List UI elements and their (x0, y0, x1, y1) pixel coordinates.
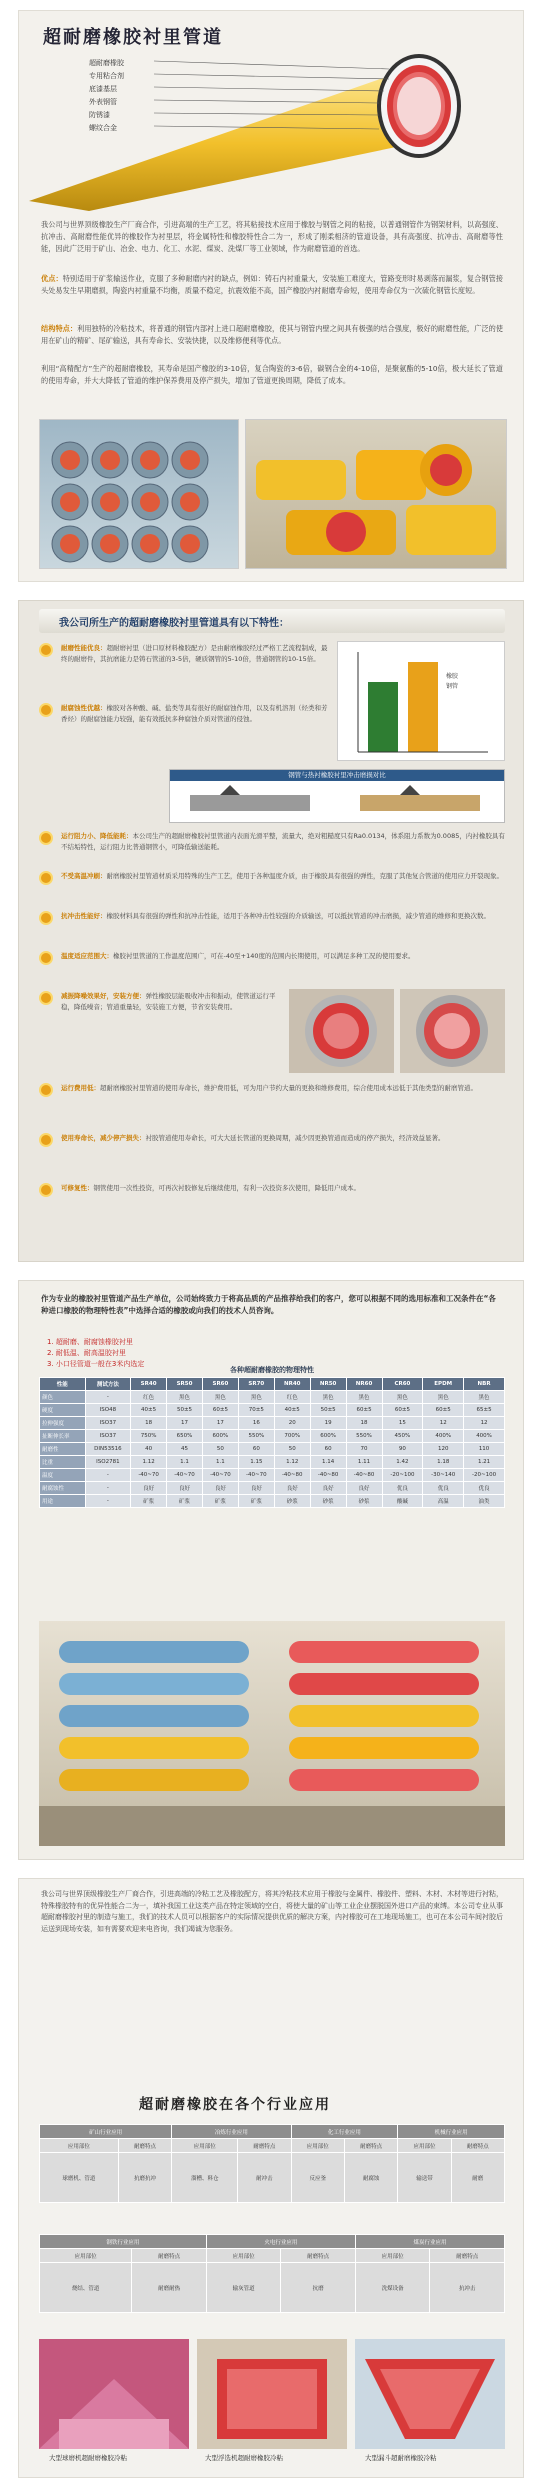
spec-cell: -40~70 (167, 1469, 203, 1482)
industry-header: 化工行业应用 (291, 2125, 398, 2139)
sub-header: 耐磨特点 (451, 2139, 504, 2153)
spec-cell: 优良 (382, 1482, 423, 1495)
spec-table-row (40, 1430, 505, 1443)
spec-cell: 矿浆 (202, 1495, 238, 1508)
spec-cell: -40~70 (238, 1469, 274, 1482)
spec-cell: - (85, 1391, 131, 1404)
advantage-heading: 优点： (41, 274, 63, 283)
spec-cell: 优良 (423, 1482, 464, 1495)
spec-cell: 良好 (131, 1482, 167, 1495)
selection-note: 3. 小口径管道一般在3米内选定 (47, 1360, 145, 1368)
spec-table-row (40, 1391, 505, 1404)
app-cell: 耐腐蚀 (344, 2153, 397, 2203)
spec-cell: 良好 (238, 1482, 274, 1495)
legend-item: 橡胶 (446, 673, 459, 680)
app-cell: 反应釜 (291, 2153, 344, 2203)
feature-badge-icon (39, 1183, 53, 1197)
spec-cell: 优良 (464, 1482, 505, 1495)
spec-cell: 酸碱 (382, 1495, 423, 1508)
spec-col-header: 性能 (40, 1378, 86, 1391)
spec-cell: 60 (238, 1443, 274, 1456)
spec-cell: 40±5 (274, 1404, 310, 1417)
spec-cell: 60±5 (202, 1404, 238, 1417)
advantage-text: 特别适用于矿浆输送作业，克服了多种耐磨内衬的缺点，例如：铸石内衬重量大，安装施工难度大，管路变形时易剥落而漏浆，复合钢管接头处易发生早期磨损，陶瓷内衬重量不均衡，质量不稳定，抗震效能不高，国产橡胶内衬耐磨寿命短，使用寿命仅为一次硫化钢管长度短。 (41, 274, 503, 295)
app-table-head-row (40, 2235, 505, 2249)
spec-row-label: 耐磨性 (40, 1443, 86, 1456)
feature-badge-icon (39, 991, 53, 1005)
selection-note: 1. 超耐磨、耐腐蚀橡胶衬里 (47, 1338, 133, 1346)
feature-heading: 可修复性： (61, 1184, 94, 1192)
pipe-rack-photo (39, 1621, 505, 1846)
flotation-machine-photo (197, 2339, 347, 2449)
spec-cell: 110 (464, 1443, 505, 1456)
spec-cell: 600% (310, 1430, 346, 1443)
spec-cell: 黑色 (423, 1391, 464, 1404)
feature-body: 钢管使用一次性投资，可再次衬胶修复后继续使用，有利一次投资多次使用，降低用户成本。 (93, 1184, 360, 1192)
ball-mill-photo (39, 2339, 189, 2449)
sub-header: 耐磨特点 (118, 2139, 171, 2153)
spec-cell: 15 (382, 1417, 423, 1430)
photo-caption: 大型浮选机超耐磨橡胶冷粘 (205, 2454, 283, 2462)
spec-cell: 红色 (274, 1391, 310, 1404)
sub-header: 应用部位 (355, 2249, 430, 2263)
spec-cell: 黑色 (238, 1391, 274, 1404)
spec-cell: 45 (167, 1443, 203, 1456)
app-cell: 输送带 (398, 2153, 451, 2203)
industry-header: 冶炼行业应用 (172, 2125, 291, 2139)
application-photos (39, 2339, 505, 2449)
sub-header: 耐磨特点 (344, 2139, 397, 2153)
spec-col-header: SR40 (131, 1378, 167, 1391)
spec-col-header: NR60 (346, 1378, 382, 1391)
spec-row-label: 耐腐蚀性 (40, 1482, 86, 1495)
feature-item (39, 643, 329, 699)
spec-cell: 良好 (346, 1482, 382, 1495)
feature-body: 橡胶对各种酸、碱、盐类等具有很好的耐腐蚀作用，以及有机溶剂（烃类和芳香烃）的耐腐蚀能力较强，能有效抵抗多种腐蚀介质对管道的侵蚀。 (61, 704, 328, 723)
spec-cell: 40 (131, 1443, 167, 1456)
spec-cell: 50±5 (310, 1404, 346, 1417)
structure-paragraph (41, 323, 503, 347)
feature-body: 橡胶材料具有很强的弹性和抗冲击性能，适用于各种冲击性较强的介质输送，可以抵抗管道的冲击磨损，减少管道的维修和更换次数。 (106, 912, 490, 920)
features-heading: 我公司所生产的超耐磨橡胶衬里管道具有以下特性： (59, 618, 289, 629)
funnel-photo (355, 2339, 505, 2449)
feature-badge-icon (39, 831, 53, 845)
feature-badge-icon (39, 643, 53, 657)
impact-comparison-panel (169, 769, 505, 823)
spec-table-row (40, 1495, 505, 1508)
sub-header: 应用部位 (172, 2139, 238, 2153)
lifespan-paragraph: 利用“高精配方”生产的超耐磨橡胶，其寿命是国产橡胶的3-10倍，复合陶瓷的3-6倍，碳钢合金的4-10倍，是聚氨酯的5-10倍，极大延长了管道的使用寿命，并大大降低了管道的维护保养费用及停产损失，增加了管道更换周期，降低了成本。 (41, 364, 503, 385)
industry-header: 机械行业应用 (398, 2125, 505, 2139)
impact-panel-title: 钢管与热衬橡胶衬里冲击磨损对比 (170, 770, 504, 781)
spec-cell: 19 (310, 1417, 346, 1430)
application-intro: 我公司与世界顶级橡胶生产厂商合作，引进高端的冷粘工艺及橡胶配方，将其冷粘技术应用于橡胶与金属件、橡胶件、塑料、木材、木材等进行衬粘，特殊橡胶特有的优异性能合二为一，填补我国工业这类产品在特定领域的空白，将使大量的矿山等工业企业摆脱国外进口产品的束缚。本公司专业从事超耐磨橡胶衬里的制造与施工，我们的技术人员可以根据客户的实际情况提供优质的解决方案，内衬橡胶可在工地现场施工，也可在本公司车间衬胶后运送到现场安装，如有需要欢迎来电咨询，我们竭诚为您服务。 (41, 1890, 503, 1933)
spec-cell: - (85, 1469, 131, 1482)
feature-body: 橡胶衬里管道的工作温度范围广，可在-40至+140度的范围内长期使用，可以满足多种工况的使用要求。 (113, 952, 415, 960)
spec-cell: 矿浆 (238, 1495, 274, 1508)
wear-comparison-chart (337, 641, 505, 761)
spec-cell: 50 (202, 1443, 238, 1456)
spec-cell: 良好 (202, 1482, 238, 1495)
spec-cell: 550% (346, 1430, 382, 1443)
feature-heading: 耐腐蚀性优越： (61, 704, 107, 712)
app-cell: 烧结、管道 (40, 2263, 132, 2313)
spec-cell: 黑色 (346, 1391, 382, 1404)
app-cell: 洗煤设备 (355, 2263, 430, 2313)
page-4-applications (18, 1878, 524, 2478)
sub-header: 应用部位 (40, 2249, 132, 2263)
feature-heading: 使用寿命长，减少停产损失： (61, 1134, 146, 1142)
sub-header: 耐磨特点 (238, 2139, 291, 2153)
spec-cell: 65±5 (464, 1404, 505, 1417)
spec-table-row (40, 1417, 505, 1430)
spec-cell: 12 (464, 1417, 505, 1430)
feature-item (39, 911, 505, 945)
industry-header: 矿山行业应用 (40, 2125, 172, 2139)
sub-header: 应用部位 (398, 2139, 451, 2153)
feature-badge-icon (39, 1133, 53, 1147)
legend-item: 钢管 (446, 683, 459, 690)
spec-cell: 砂浆 (310, 1495, 346, 1508)
sub-header: 应用部位 (206, 2249, 281, 2263)
spec-cell: 油类 (464, 1495, 505, 1508)
spec-cell: 良好 (274, 1482, 310, 1495)
feature-body: 弹性橡胶层能吸收冲击和振动，使管道运行平稳，降低噪音；管道重量轻，安装施工方便，节省安装费用。 (61, 992, 276, 1011)
spec-cell: 黑色 (310, 1391, 346, 1404)
product-photos (39, 419, 507, 569)
spec-cell: 70±5 (238, 1404, 274, 1417)
feature-text (61, 1083, 505, 1094)
spec-cell: 1.11 (346, 1456, 382, 1469)
spec-cell: 60±5 (382, 1404, 423, 1417)
spec-table-row (40, 1456, 505, 1469)
feature-text (61, 703, 329, 725)
layer-label: 防锈漆 (89, 111, 110, 119)
feature-body: 超耐磨橡胶衬里管道的使用寿命长，维护费用低，可为用户节约大量的更换和维修费用，综合使用成本远低于其他类型的耐磨管道。 (100, 1084, 477, 1092)
spec-row-label: 比重 (40, 1456, 86, 1469)
spec-cell: 黑色 (167, 1391, 203, 1404)
spec-cell: - (85, 1495, 131, 1508)
feature-text (61, 991, 279, 1013)
feature-body: 衬胶管道使用寿命长，可大大延长管道的更换周期，减少因更换管道而造成的停产损失，经济效益显著。 (145, 1134, 445, 1142)
pipe-rack-graphic (39, 1621, 505, 1846)
layer-label: 专用粘合剂 (89, 72, 124, 80)
spec-cell: 砂浆 (346, 1495, 382, 1508)
spec-cell: ISO37 (85, 1417, 131, 1430)
app-cell: 耐冲击 (238, 2153, 291, 2203)
feature-heading: 运行阻力小、降低能耗： (61, 832, 133, 840)
page-title: 超耐磨橡胶衬里管道 (43, 27, 223, 48)
sub-header: 应用部位 (291, 2139, 344, 2153)
spec-col-header: SR50 (167, 1378, 203, 1391)
spec-cell: 750% (131, 1430, 167, 1443)
selection-note: 2. 耐低温、耐高温胶衬里 (47, 1349, 126, 1357)
spec-cell: 60±5 (423, 1404, 464, 1417)
spec-table-row (40, 1469, 505, 1482)
spec-cell: 18 (346, 1417, 382, 1430)
industry-header: 钢铁行业应用 (40, 2235, 207, 2249)
spec-cell: 90 (382, 1443, 423, 1456)
spec-cell: 650% (167, 1430, 203, 1443)
applications-title: 超耐磨橡胶在各个行业应用 (139, 2097, 331, 2113)
app-cell: 球磨机、管道 (40, 2153, 119, 2203)
spec-cell: 40±5 (131, 1404, 167, 1417)
app-table-head-row (40, 2125, 505, 2139)
spec-cell: -40~80 (346, 1469, 382, 1482)
spec-row-label: 温度 (40, 1469, 86, 1482)
spec-col-header: NR50 (310, 1378, 346, 1391)
layer-label: 底漆基层 (89, 85, 117, 93)
spec-cell: -40~80 (274, 1469, 310, 1482)
spec-cell: 良好 (167, 1482, 203, 1495)
layer-labels (89, 57, 124, 135)
industry-header: 火电行业应用 (206, 2235, 355, 2249)
spec-table-row (40, 1482, 505, 1495)
spec-col-header: 测试方法 (85, 1378, 131, 1391)
structure-heading: 结构特点： (41, 324, 78, 333)
feature-item (39, 1183, 505, 1217)
spec-cell: 50±5 (167, 1404, 203, 1417)
spec-table-header-row (40, 1378, 505, 1391)
pipe-end-photo (400, 989, 505, 1073)
spec-col-header: SR70 (238, 1378, 274, 1391)
spec-table-title: 各种超耐磨橡胶的物理特性 (230, 1366, 314, 1374)
spec-cell: -40~70 (131, 1469, 167, 1482)
spec-col-header: NR40 (274, 1378, 310, 1391)
spec-table-row (40, 1443, 505, 1456)
spec-cell: 17 (202, 1417, 238, 1430)
page-3-specifications (18, 1280, 524, 1860)
spec-cell: -20~100 (464, 1469, 505, 1482)
feature-item (39, 871, 505, 905)
spec-cell: 18 (131, 1417, 167, 1430)
sub-header: 耐磨特点 (281, 2249, 356, 2263)
spec-intro: 作为专业的橡胶衬里管道产品生产单位，公司始终致力于将高品质的产品推荐给我们的客户，您可以根据不同的选用标准和工况条件在“各种进口橡胶的物理特性表”中选择合适的橡胶或向我们的技术人员咨询。 (41, 1294, 496, 1315)
app-table-sub-row (40, 2249, 505, 2263)
photo-caption: 大型球磨机超耐磨橡胶冷粘 (49, 2454, 127, 2462)
feature-text (61, 871, 505, 882)
feature-text (61, 831, 505, 853)
app-cell: 抗磨 (281, 2263, 356, 2313)
feature-text (61, 1183, 505, 1194)
app-cell: 抗冲击 (430, 2263, 505, 2313)
page-1-intro (18, 10, 524, 582)
spec-cell: 1.18 (423, 1456, 464, 1469)
spec-table-body (40, 1391, 505, 1508)
spec-row-label: 扯断伸长率 (40, 1430, 86, 1443)
page-2-features (18, 600, 524, 1262)
app-cell: 输灰管道 (206, 2263, 281, 2313)
spec-cell: 黑色 (464, 1391, 505, 1404)
app-table-row (40, 2153, 505, 2203)
spec-cell: 70 (346, 1443, 382, 1456)
spec-cell: 450% (382, 1430, 423, 1443)
feature-heading: 减振降噪效果好，安装方便： (61, 992, 146, 1000)
spec-cell: 17 (167, 1417, 203, 1430)
spec-cell: 16 (238, 1417, 274, 1430)
feature-item (39, 1133, 505, 1173)
feature-item (39, 831, 505, 865)
feature-heading: 抗冲击性能好： (61, 912, 107, 920)
layer-label: 超耐磨橡胶 (89, 59, 124, 67)
feature-heading: 耐磨性能优良： (61, 644, 107, 652)
app-table-sub-row (40, 2139, 505, 2153)
feature-badge-icon (39, 1083, 53, 1097)
spec-cell: 1.12 (274, 1456, 310, 1469)
feature-text (61, 1133, 505, 1144)
spec-cell: 1.1 (167, 1456, 203, 1469)
feature-item (39, 1083, 505, 1123)
feature-badge-icon (39, 911, 53, 925)
application-table-2 (39, 2234, 505, 2313)
feature-heading: 不受高温冲刷： (61, 872, 107, 880)
spec-cell: 良好 (310, 1482, 346, 1495)
spec-col-header: EPDM (423, 1378, 464, 1391)
spec-cell: 1.14 (310, 1456, 346, 1469)
features-heading-bar (39, 609, 505, 633)
feature-heading: 运行费用低： (61, 1084, 100, 1092)
spec-cell: 600% (202, 1430, 238, 1443)
app-cell: 抗磨抗冲 (118, 2153, 171, 2203)
spec-cell: 矿浆 (131, 1495, 167, 1508)
spec-cell: 12 (423, 1417, 464, 1430)
application-table-1 (39, 2124, 505, 2203)
advantage-paragraph (41, 273, 503, 297)
spec-col-header: CR60 (382, 1378, 423, 1391)
spec-cell: 砂浆 (274, 1495, 310, 1508)
wear-bars-graphic (338, 642, 506, 762)
spec-cell: 1.15 (238, 1456, 274, 1469)
spec-row-label: 用途 (40, 1495, 86, 1508)
sub-header: 应用部位 (40, 2139, 119, 2153)
spec-cell: 50 (274, 1443, 310, 1456)
feature-text (61, 911, 505, 922)
app-table-row (40, 2263, 505, 2313)
spec-row-label: 硬度 (40, 1404, 86, 1417)
spec-cell: 1.12 (131, 1456, 167, 1469)
spec-col-header: NBR (464, 1378, 505, 1391)
app-cell: 耐磨 (451, 2153, 504, 2203)
feature-body: 本公司生产的超耐磨橡胶衬里管道内表面光滑平整，流量大，绝对粗糙度只有Ra0.0134，体系阻力系数为0.0085，内衬橡胶具有不结垢特性，运行阻力比普通钢管小，可降低输送能耗。 (61, 832, 505, 851)
feature-badge-icon (39, 951, 53, 965)
spec-cell: ISO48 (85, 1404, 131, 1417)
photo-caption: 大型漏斗超耐磨橡胶冷粘 (365, 2454, 437, 2462)
impact-graphic (170, 781, 506, 824)
spec-cell: 1.42 (382, 1456, 423, 1469)
layer-label: 外表钢管 (89, 98, 117, 106)
pipe-stack-photo (39, 419, 239, 569)
structure-text: 利用独特的冷粘技术，将普通的钢管内部衬上进口超耐磨橡胶，使其与钢管内壁之间具有极强的结合强度，极好的耐磨性能，广泛的使用在矿山的精矿、尾矿输送，具有寿命长、安装快捷，以及维修便利等优点。 (41, 324, 503, 345)
spec-cell: 矿浆 (167, 1495, 203, 1508)
spec-cell: 高温 (423, 1495, 464, 1508)
spec-cell: 黑色 (202, 1391, 238, 1404)
spec-cell: -40~70 (202, 1469, 238, 1482)
feature-item (39, 703, 329, 759)
feature-item (39, 951, 505, 981)
spec-cell: - (85, 1482, 131, 1495)
feature-text (61, 643, 329, 665)
spec-cell: 20 (274, 1417, 310, 1430)
spec-cell: DIN53516 (85, 1443, 131, 1456)
pipe-end-photo (289, 989, 394, 1073)
feature-heading: 温度适应范围大： (61, 952, 113, 960)
spec-cell: 1.1 (202, 1456, 238, 1469)
spec-table (39, 1377, 505, 1508)
spec-cell: 1.21 (464, 1456, 505, 1469)
spec-cell: -30~140 (423, 1469, 464, 1482)
spec-cell: 550% (238, 1430, 274, 1443)
feature-text (61, 951, 505, 962)
spec-col-header: SR60 (202, 1378, 238, 1391)
spec-cell: ISO37 (85, 1430, 131, 1443)
sub-header: 耐磨特点 (430, 2249, 505, 2263)
spec-cell: 700% (274, 1430, 310, 1443)
spec-cell: -20~100 (382, 1469, 423, 1482)
spec-cell: -40~80 (310, 1469, 346, 1482)
layer-label: 螺纹合金 (89, 124, 117, 132)
spec-table-row (40, 1404, 505, 1417)
spec-cell: 黑色 (382, 1391, 423, 1404)
spec-cell: 红色 (131, 1391, 167, 1404)
spec-row-label: 颜色 (40, 1391, 86, 1404)
spec-cell: 400% (464, 1430, 505, 1443)
spec-cell: ISO2781 (85, 1456, 131, 1469)
pipe-end-photos (289, 989, 505, 1073)
feature-body: 耐磨橡胶衬里管道材质采用特殊的生产工艺，使用于各种温度介质，由于橡胶具有很强的弹性，克服了其他复合管道的使用应力开裂现象。 (106, 872, 503, 880)
sub-header: 耐磨特点 (132, 2249, 207, 2263)
spec-row-label: 拉伸强度 (40, 1417, 86, 1430)
app-cell: 溜槽、料仓 (172, 2153, 238, 2203)
intro-paragraph: 我公司与世界顶级橡胶生产厂商合作，引进高端的生产工艺，将其粘接技术应用于橡胶与钢管之间的粘接，以普通钢管作为钢架材料，以高强度、抗冲击、高耐磨性能优异的橡胶作为衬里层，将金属特性和橡胶特性合二为一，形成了刚柔相济的管道设备，具有高强度、抗冲击、高耐磨等性能，因此广泛用于矿山、冶金、电力、化工、水泥、煤炭、洗煤厂等工业领域，作为耐磨管道的首选。 (41, 220, 503, 253)
spec-cell: 60 (310, 1443, 346, 1456)
feature-body: 超耐磨衬里（进口原材料橡胶配方）是由耐磨橡胶经过严格工艺流程制成，最终的耐磨件，其抗磨能力是铸石管道的3-5倍，硬质钢管的5-10倍，普通钢管的10-15倍。 (61, 644, 328, 663)
spec-cell: 120 (423, 1443, 464, 1456)
feature-badge-icon (39, 871, 53, 885)
spec-cell: 60±5 (346, 1404, 382, 1417)
chart-legend (446, 672, 458, 692)
feature-badge-icon (39, 703, 53, 717)
pipe-illustration (29, 51, 517, 211)
spec-cell: 400% (423, 1430, 464, 1443)
yellow-pipes-photo (245, 419, 507, 569)
app-cell: 耐磨耐热 (132, 2263, 207, 2313)
industry-header: 煤炭行业应用 (355, 2235, 504, 2249)
feature-item (39, 991, 279, 1071)
